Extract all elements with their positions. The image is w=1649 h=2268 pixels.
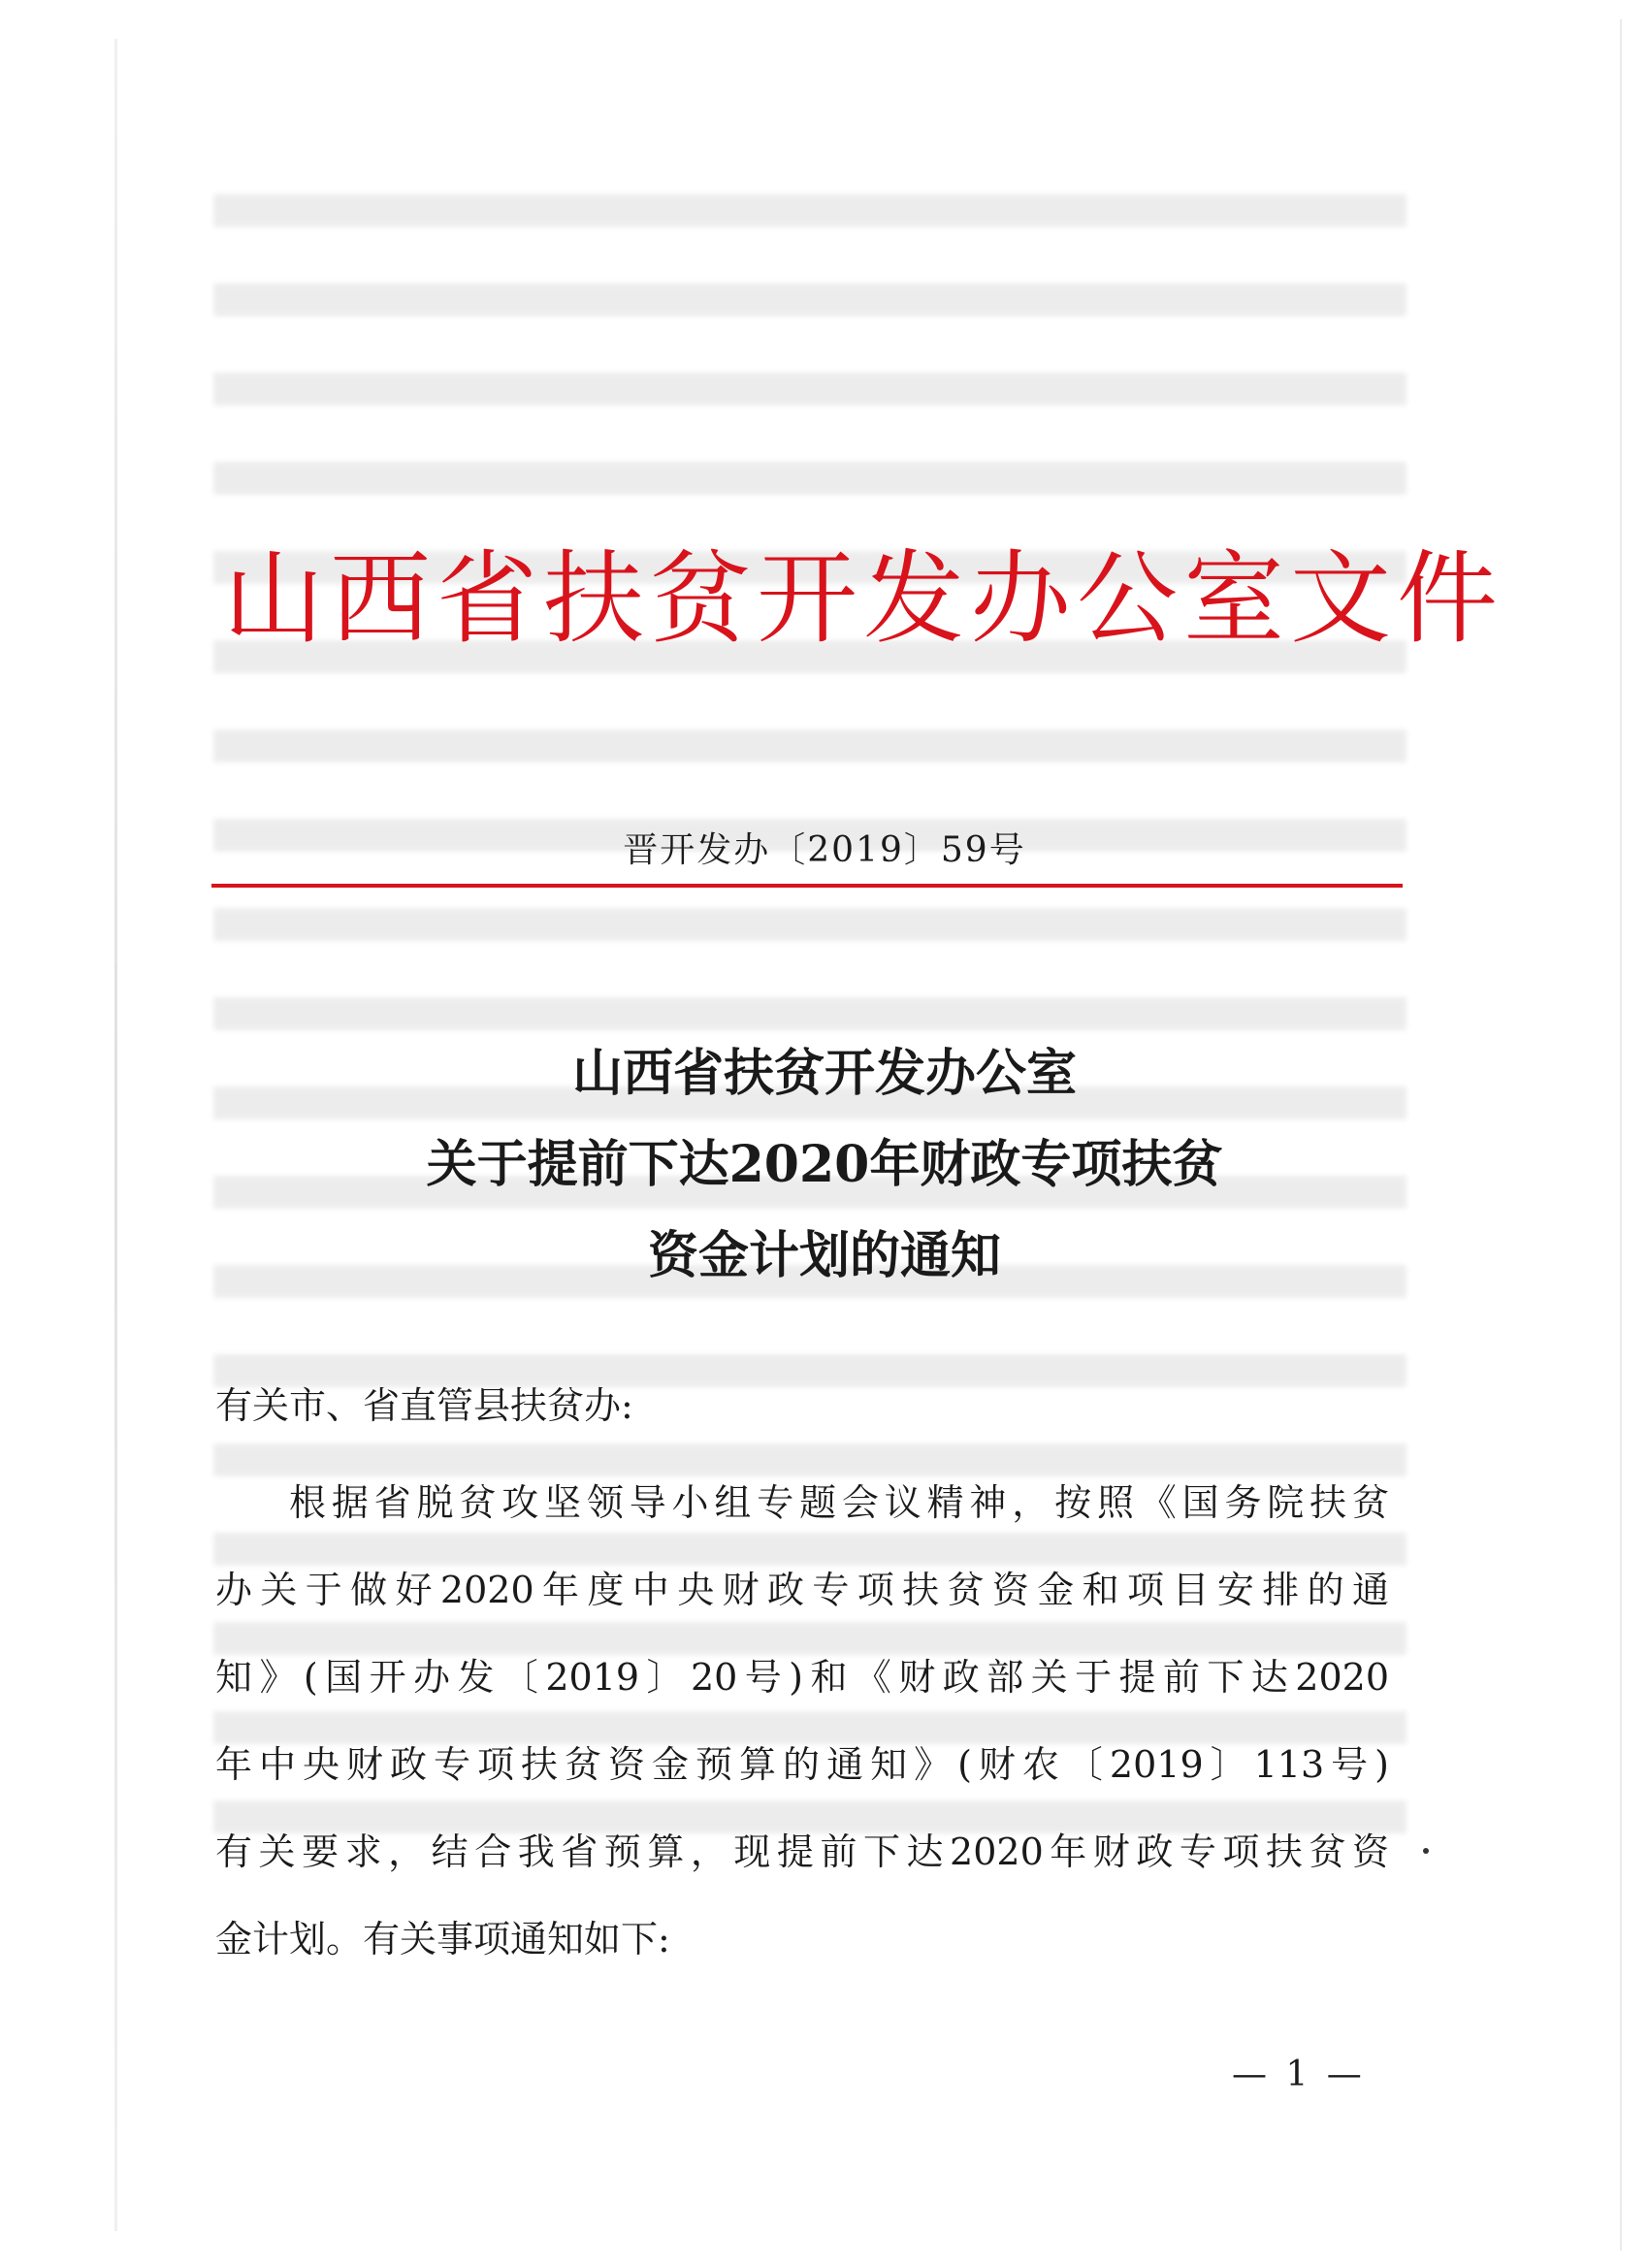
notice-title-line: 关于提前下达2020年财政专项扶贫: [426, 1135, 1223, 1194]
body-line: 根据省脱贫攻坚领导小组专题会议精神，按照《国务院扶贫: [289, 1481, 1389, 1524]
body-paragraph: [215, 1459, 1389, 1983]
body-line: 知》(国开办发〔2019〕20号)和《财政部关于提前下达2020: [215, 1656, 1389, 1699]
notice-title-line: 山西省扶贫开发办公室: [571, 1044, 1077, 1103]
header-divider-line: [211, 884, 1403, 888]
body-line: 年中央财政专项扶贫资金预算的通知》(财农〔2019〕113号): [215, 1743, 1389, 1786]
document-number: 晋开发办〔2019〕59号: [623, 830, 1026, 870]
body-line: 有关要求，结合我省预算，现提前下达2020年财政专项扶贫资: [215, 1831, 1389, 1873]
body-line: 金计划。有关事项通知如下:: [215, 1918, 670, 1960]
body-line: 办关于做好2020年度中央财政专项扶贫资金和项目安排的通: [215, 1569, 1389, 1611]
scan-speck: [1423, 1848, 1429, 1854]
page-number: — 1 —: [1232, 2055, 1366, 2094]
notice-title-line: 资金计划的通知: [647, 1226, 1001, 1285]
addressee: 有关市、省直管县扶贫办:: [215, 1384, 633, 1427]
document-header-title: 山西省扶贫开发办公室文件: [223, 539, 1504, 658]
notice-title: [0, 1028, 1649, 1302]
